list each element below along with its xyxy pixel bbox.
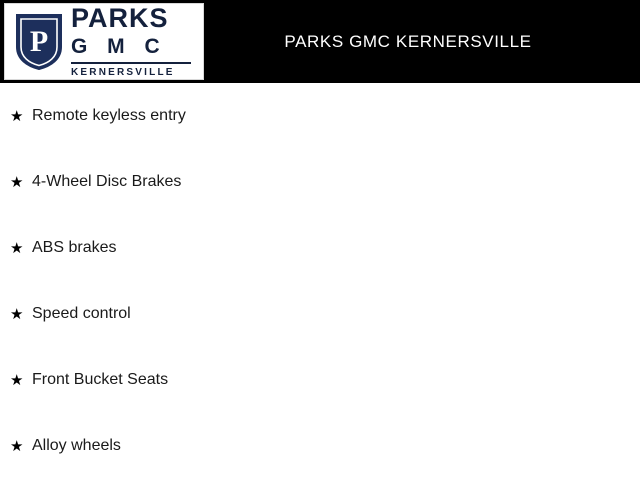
svg-text:P: P — [29, 24, 49, 58]
dealer-header — [0, 0, 640, 83]
logo-divider — [71, 62, 191, 64]
feature-label: Alloy wheels — [32, 437, 121, 454]
star-icon: ★ — [10, 437, 24, 455]
feature-label: Remote keyless entry — [32, 107, 186, 124]
list-item — [0, 149, 640, 215]
feature-label: Speed control — [32, 305, 131, 322]
feature-label: 4-Wheel Disc Brakes — [32, 173, 182, 190]
logo-wordmark — [71, 5, 191, 78]
star-icon: ★ — [10, 239, 24, 257]
star-icon: ★ — [10, 371, 24, 389]
list-item — [0, 83, 640, 149]
logo-brand-text: PARKS — [71, 3, 169, 33]
page-title: PARKS GMC KERNERSVILLE — [284, 31, 532, 51]
list-item — [0, 215, 640, 281]
parks-shield-icon — [15, 13, 63, 71]
list-item — [0, 281, 640, 347]
dealer-logo — [4, 3, 204, 80]
star-icon: ★ — [10, 107, 24, 125]
star-icon: ★ — [10, 173, 24, 191]
list-item — [0, 347, 640, 413]
feature-list — [0, 83, 640, 479]
feature-label: Front Bucket Seats — [32, 371, 169, 388]
list-item — [0, 413, 640, 479]
logo-subbrand-text: G M C — [71, 35, 167, 58]
logo-city-text: KERNERSVILLE — [71, 67, 175, 78]
feature-label: ABS brakes — [32, 239, 117, 256]
star-icon: ★ — [10, 305, 24, 323]
